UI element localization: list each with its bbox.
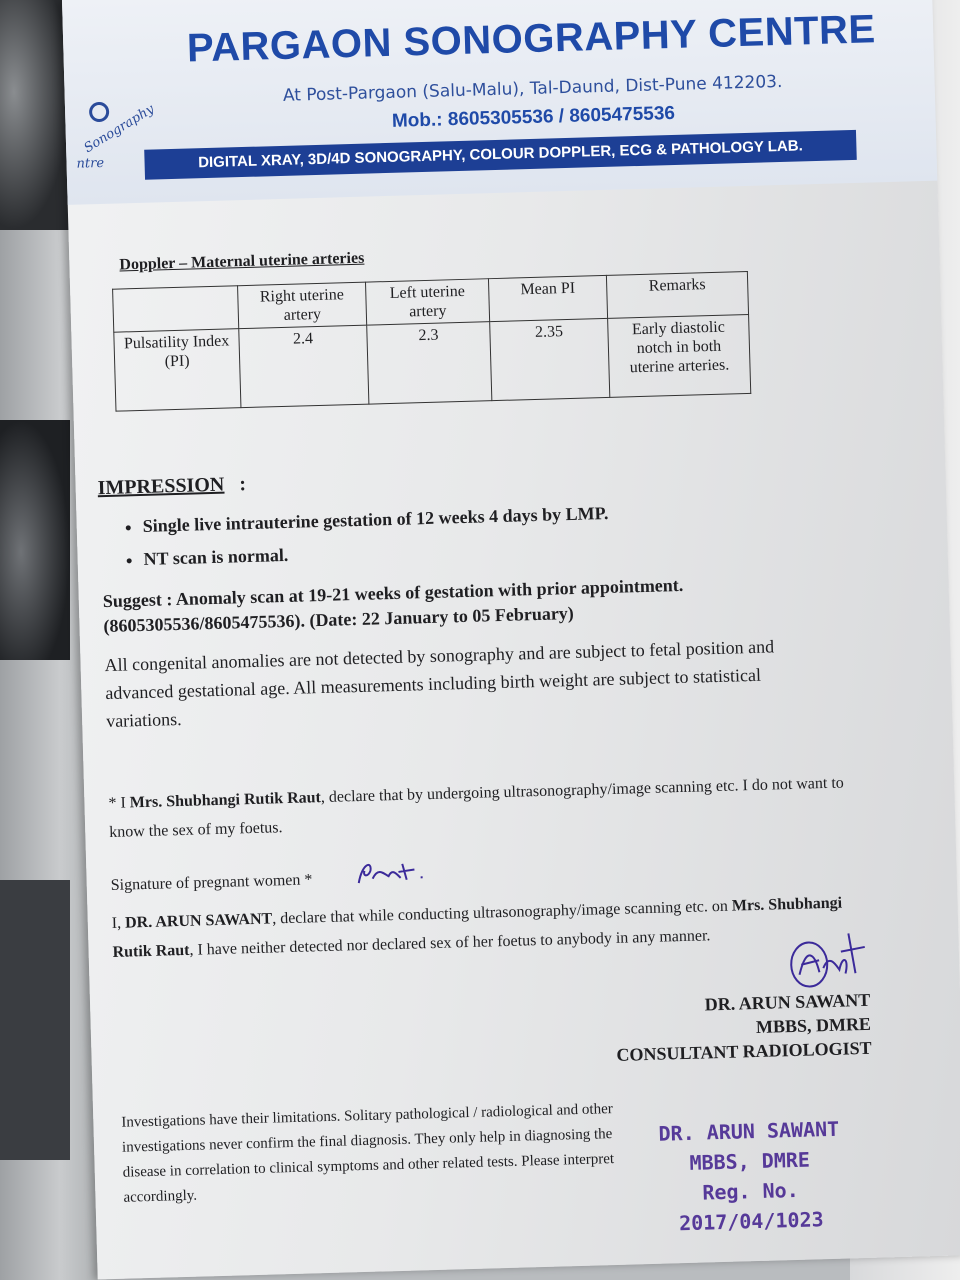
column-header: Left uterine artery (365, 279, 489, 325)
ultrasound-image (0, 0, 70, 230)
patient-declaration (108, 768, 869, 847)
logo-icon (89, 102, 110, 123)
letterhead (62, 0, 937, 205)
ultrasound-image (0, 880, 70, 1160)
clinic-title: PARGAON SONOGRAPHY CENTRE (186, 7, 877, 71)
doctor-declaration (111, 888, 872, 967)
suggestion (102, 570, 793, 639)
list-item: • NT scan is normal. (143, 530, 610, 576)
patient-signature (354, 855, 435, 889)
table-row (114, 314, 751, 411)
clinic-address: At Post-Pargaon (Salu-Malu), Tal-Daund, Dist-Pune 412203. (282, 71, 783, 106)
limitations-text: Investigations have their limitations. Solitary pathological / radiological and other investigations never confirm the final diagnosis. They only help in diagnosing the disease in correlation to clinical symptoms and other related tests. Please interpret accordingly. (121, 1101, 615, 1206)
doctor-role: CONSULTANT RADIOLOGIST (616, 1037, 872, 1065)
column-header (113, 286, 239, 332)
suggestion-line-2: (8605305536/8605475536). (Date: 22 January to 05 February) (103, 602, 575, 637)
declaration-prefix: * I (108, 794, 131, 813)
logo-text-2: ntre (76, 155, 105, 172)
patient-name: Mrs. Shubhangi Rutik Raut (112, 894, 843, 961)
declaration-text: , I have neither detected nor declared sex of her foetus to anybody in any manner. (189, 927, 711, 959)
stamp-reg: Reg. No. 2017/04/1023 (678, 1177, 824, 1236)
doctor-stamp (623, 1113, 876, 1240)
doppler-title: Doppler – Maternal uterine arteries (119, 249, 365, 274)
declaration-text: , declare that by undergoing ultrasonography/image scanning etc. I do not want to know the sex of my foetus. (109, 774, 845, 842)
impression-label: IMPRESSION (97, 473, 225, 500)
suggestion-line-1: Suggest : Anomaly scan at 19-21 weeks of gestation with prior appointment. (102, 574, 684, 612)
doctor-degree: MBBS, DMRE (755, 1013, 872, 1038)
column-header: Right uterine artery (238, 282, 367, 329)
impression-list (116, 497, 609, 577)
doctor-name: DR. ARUN SAWANT (124, 910, 273, 932)
report-sheet (62, 0, 960, 1280)
stamp-degree: MBBS, DMRE (689, 1147, 811, 1175)
left-pi-value: 2.3 (367, 322, 492, 404)
impression-colon: : (238, 473, 247, 496)
stamp-name: DR. ARUN SAWANT (658, 1116, 840, 1146)
disclaimer-text: All congenital anomalies are not detected by sonography and are subject to fetal position and advanced gestational age. All measurements including birth weight are subject to statistical variations. (104, 636, 775, 732)
doppler-table (112, 271, 751, 412)
impression-heading (97, 473, 246, 500)
signature-label: Signature of pregnant women * (110, 871, 313, 894)
clinic-logo (75, 93, 157, 185)
doctor-signature-block (580, 988, 872, 1068)
declaration-prefix: I, (111, 914, 126, 932)
declaration-text: , declare that while conducting ultrasonography/image scanning etc. on (271, 897, 733, 928)
doctor-name: DR. ARUN SAWANT (704, 989, 871, 1015)
column-header: Remarks (606, 271, 748, 318)
column-header: Mean PI (488, 275, 607, 321)
doctor-signature (778, 923, 870, 995)
patient-name: Mrs. Shubhangi Rutik Raut (129, 789, 322, 812)
row-label: Pulsatility Index (PI) (114, 329, 241, 411)
list-item: • Single live intrauterine gestation of 12 weeks 4 days by LMP. (142, 497, 609, 543)
ultrasound-image (0, 420, 70, 660)
remarks-value: Early diastolic notch in both uterine arteries. (608, 314, 751, 397)
logo-text: Sonography (81, 101, 157, 157)
right-pi-value: 2.4 (239, 325, 369, 408)
mean-pi-value: 2.35 (490, 318, 610, 400)
services-banner: DIGITAL XRAY, 3D/4D SONOGRAPHY, COLOUR DOPPLER, ECG & PATHOLOGY LAB. (144, 130, 857, 180)
clinic-mobile: Mob.: 8605305536 / 8605475536 (391, 102, 676, 132)
